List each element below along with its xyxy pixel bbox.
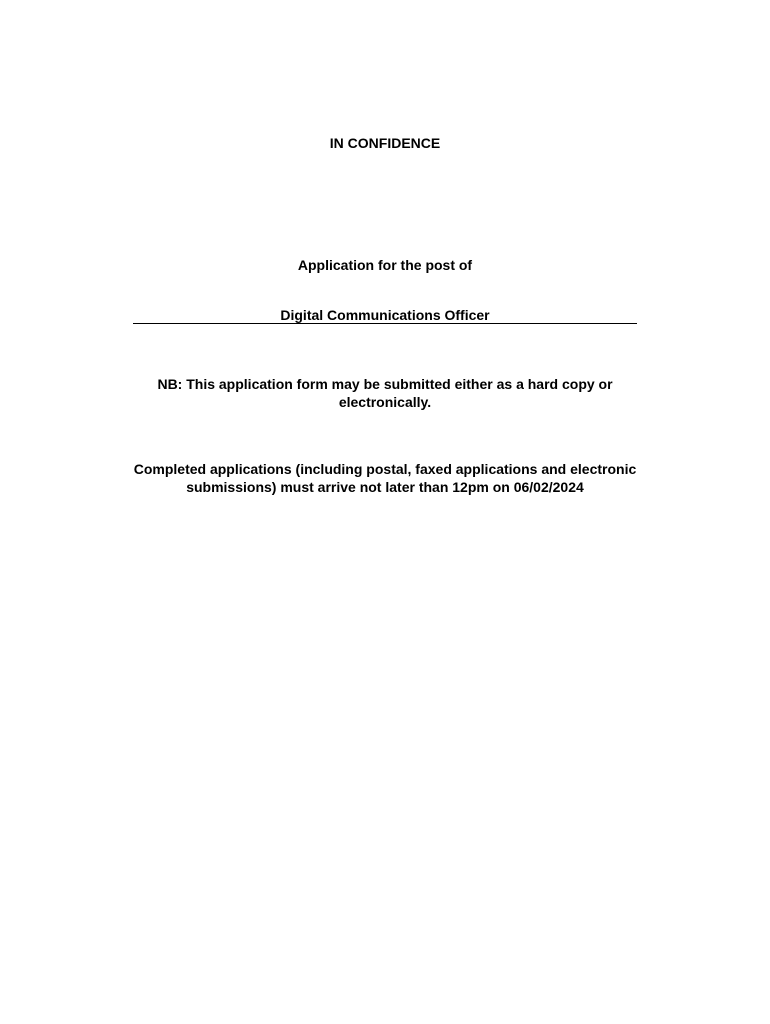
deadline-note-line-2: submissions) must arrive not later than 12pm on 06/02/2024 (186, 479, 584, 495)
confidentiality-heading: IN CONFIDENCE (329, 135, 441, 151)
post-title-underline (133, 323, 637, 324)
deadline-note-line-1: Completed applications (including postal, faxed applications and electronic (133, 461, 637, 477)
post-title: Digital Communications Officer (280, 307, 490, 323)
application-heading: Application for the post of (297, 257, 473, 273)
submission-note-line-2: electronically. (338, 394, 432, 410)
submission-note-line-1: NB: This application form may be submitted either as a hard copy or (157, 376, 613, 392)
